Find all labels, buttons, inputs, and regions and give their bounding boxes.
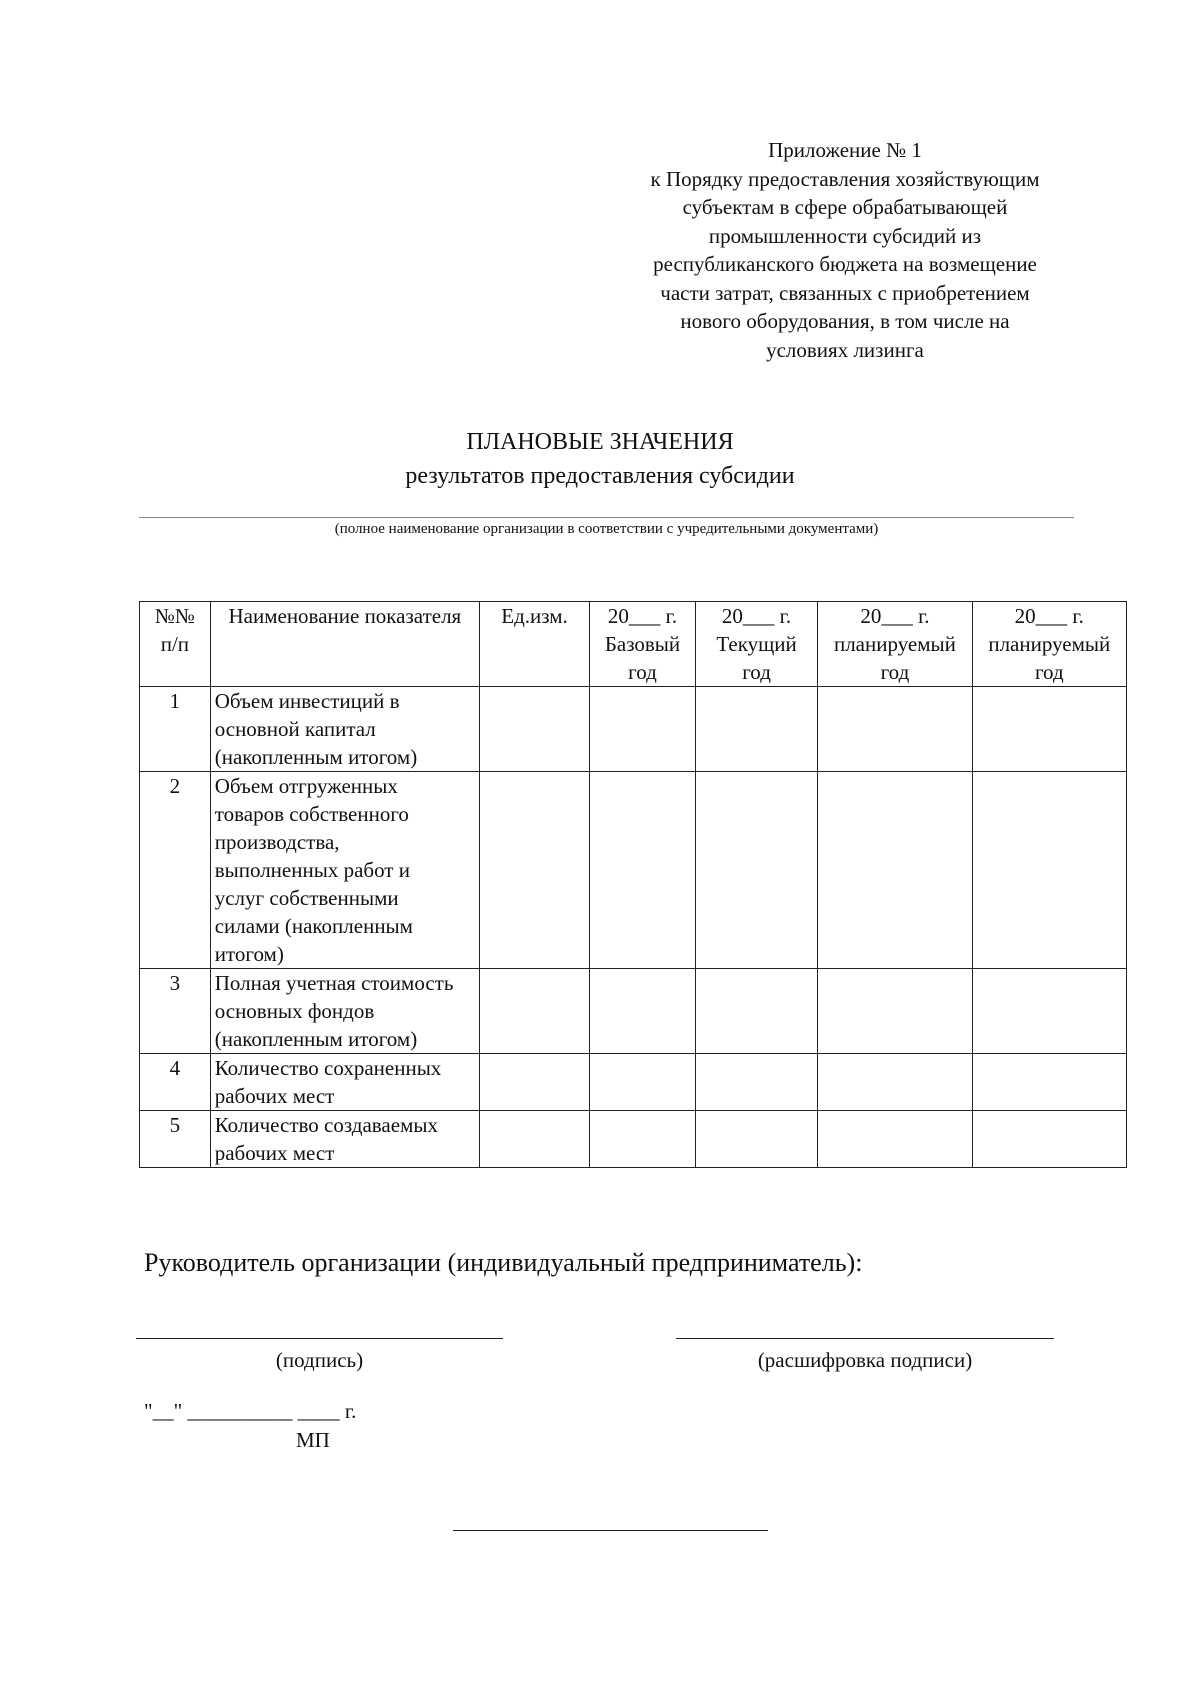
header-line: год — [628, 660, 657, 684]
signature-line[interactable] — [136, 1338, 503, 1339]
current-year-cell[interactable] — [695, 1111, 817, 1168]
header-line: год — [742, 660, 771, 684]
header-line: 20___ г. — [607, 604, 678, 628]
indicator-name — [210, 1111, 479, 1168]
row-number: 1 — [140, 687, 211, 772]
indicator-name-line: Полная учетная стоимость — [214, 971, 454, 995]
header-line: планируемый — [833, 632, 956, 656]
indicator-name — [210, 969, 479, 1054]
row-number: 5 — [140, 1111, 211, 1168]
indicator-name-line: услуг собственными — [214, 886, 399, 910]
unit-cell[interactable] — [479, 687, 589, 772]
header-line: Ед.изм. — [501, 604, 568, 628]
indicator-name-line: итогом) — [214, 942, 284, 966]
indicator-name-line: производства, — [214, 830, 340, 854]
table-row — [140, 1054, 1127, 1111]
indicator-name-line: выполненных работ и — [214, 858, 410, 882]
base-year-cell[interactable] — [590, 1054, 696, 1111]
unit-cell[interactable] — [479, 969, 589, 1054]
table-row — [140, 772, 1127, 969]
planned-year-2-cell[interactable] — [972, 969, 1126, 1054]
indicator-name-line: товаров собственного — [214, 802, 409, 826]
appendix-line: промышленности субсидий из — [708, 223, 982, 248]
appendix-note — [600, 136, 1090, 364]
indicators-table — [139, 601, 1127, 1168]
indicator-name-line: Объем отгруженных — [214, 774, 398, 798]
indicator-name — [210, 772, 479, 969]
header-line: год — [1034, 660, 1064, 684]
header-line: Текущий — [716, 632, 797, 656]
row-number: 3 — [140, 969, 211, 1054]
unit-cell[interactable] — [479, 1111, 589, 1168]
row-number: 4 — [140, 1054, 211, 1111]
planned-year-2-cell[interactable] — [972, 1111, 1126, 1168]
table-body — [140, 687, 1127, 1168]
indicator-name — [210, 687, 479, 772]
title-main: ПЛАНОВЫЕ ЗНАЧЕНИЯ — [466, 429, 734, 455]
appendix-line: к Порядку предоставления хозяйствующим — [650, 166, 1040, 191]
unit-cell[interactable] — [479, 772, 589, 969]
appendix-line: условиях лизинга — [766, 337, 924, 362]
planned-year-2-cell[interactable] — [972, 1054, 1126, 1111]
base-year-cell[interactable] — [590, 772, 696, 969]
current-year-cell[interactable] — [695, 1054, 817, 1111]
planned-year-1-cell[interactable] — [818, 687, 972, 772]
row-number: 2 — [140, 772, 211, 969]
unit-cell[interactable] — [479, 1054, 589, 1111]
organization-caption: (полное наименование организации в соответствии с учредительными документами) — [334, 521, 879, 537]
base-year-cell[interactable] — [590, 1111, 696, 1168]
appendix-line: части затрат, связанных с приобретением — [660, 280, 1030, 305]
header-line: Базовый — [604, 632, 681, 656]
indicator-name-line: рабочих мест — [214, 1141, 335, 1165]
signature-decode-line[interactable] — [676, 1338, 1054, 1339]
signature-caption: (подпись) — [275, 1348, 364, 1372]
header-row — [140, 602, 1127, 687]
indicator-name-line: основных фондов — [214, 999, 375, 1023]
indicator-name-line: (накопленным итогом) — [214, 745, 418, 769]
indicator-name-line: рабочих мест — [214, 1084, 335, 1108]
appendix-line: субъектам в сфере обрабатывающей — [682, 195, 1008, 219]
document-title — [0, 425, 1200, 493]
appendix-line: Приложение № 1 — [768, 138, 922, 162]
planned-year-1-cell[interactable] — [818, 772, 972, 969]
header-current-year — [695, 602, 817, 687]
base-year-cell[interactable] — [590, 687, 696, 772]
header-base-year — [590, 602, 696, 687]
base-year-cell[interactable] — [590, 969, 696, 1054]
date-field[interactable]: "__" __________ ____ г. — [144, 1399, 357, 1423]
planned-year-1-cell[interactable] — [818, 1111, 972, 1168]
title-sub: результатов предоставления субсидии — [405, 463, 795, 489]
current-year-cell[interactable] — [695, 969, 817, 1054]
header-planned-year-2 — [972, 602, 1126, 687]
header-line: Наименование показателя — [228, 604, 462, 628]
header-line: №№ — [154, 604, 195, 628]
indicator-name-line: Количество создаваемых — [214, 1113, 438, 1137]
stamp-place-label: МП — [296, 1428, 330, 1452]
appendix-line: республиканского бюджета на возмещение — [653, 252, 1037, 276]
indicator-name — [210, 1054, 479, 1111]
header-planned-year-1 — [818, 602, 972, 687]
header-line: п/п — [160, 632, 190, 656]
header-line: год — [880, 660, 910, 684]
indicator-name-line: Количество сохраненных — [214, 1056, 442, 1080]
header-num — [140, 602, 211, 687]
appendix-line: нового оборудования, в том числе на — [680, 309, 1010, 333]
indicator-name-line: (накопленным итогом) — [214, 1027, 418, 1051]
header-name — [210, 602, 479, 687]
signature-decode-caption: (расшифровка подписи) — [757, 1348, 973, 1372]
current-year-cell[interactable] — [695, 772, 817, 969]
organization-name-line[interactable] — [139, 517, 1074, 518]
header-line: 20___ г. — [721, 604, 792, 628]
header-unit — [479, 602, 589, 687]
bottom-divider — [453, 1530, 768, 1531]
head-of-organization-label: Руководитель организации (индивидуальный предприниматель): — [144, 1248, 863, 1277]
planned-year-1-cell[interactable] — [818, 1054, 972, 1111]
table-row — [140, 1111, 1127, 1168]
header-line: 20___ г. — [860, 604, 930, 628]
planned-year-2-cell[interactable] — [972, 687, 1126, 772]
table-row — [140, 969, 1127, 1054]
planned-year-1-cell[interactable] — [818, 969, 972, 1054]
header-line: планируемый — [988, 632, 1111, 656]
indicator-name-line: силами (накопленным — [214, 914, 413, 938]
indicator-name-line: Объем инвестиций в — [214, 689, 400, 713]
current-year-cell[interactable] — [695, 687, 817, 772]
planned-year-2-cell[interactable] — [972, 772, 1126, 969]
header-line: 20___ г. — [1014, 604, 1084, 628]
table-row — [140, 687, 1127, 772]
table-header — [140, 602, 1127, 687]
indicator-name-line: основной капитал — [214, 717, 376, 741]
